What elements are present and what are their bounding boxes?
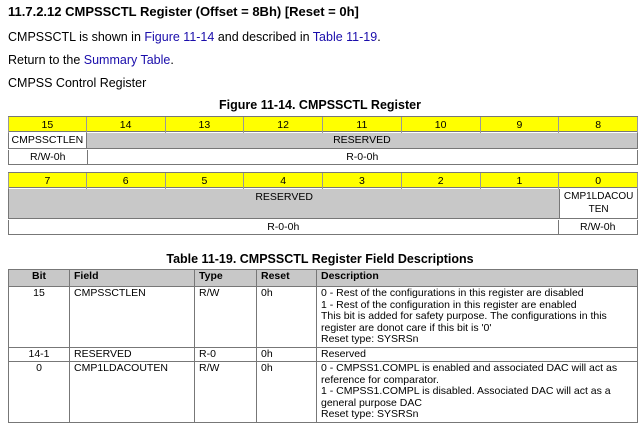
return-prefix: Return to the <box>8 53 84 67</box>
description-line: Reset type: SYSRSn <box>321 333 419 345</box>
cell-description <box>317 347 638 362</box>
cell-type: R/W <box>195 287 257 348</box>
cell-bit: 15 <box>9 287 70 348</box>
lower-access-row <box>8 220 638 235</box>
bit-number: 3 <box>323 173 402 189</box>
upper-access-row <box>8 150 638 165</box>
bit-number: 12 <box>244 117 323 133</box>
bit-number: 7 <box>8 173 87 189</box>
bit-number: 10 <box>402 117 481 133</box>
field-cmpssctlen: CMPSSCTLEN <box>8 133 87 148</box>
table-link[interactable]: Table 11-19 <box>312 30 378 44</box>
cell-field: CMP1LDACOUTEN <box>70 362 195 423</box>
intro-paragraph <box>8 30 381 44</box>
description-line: 0 - Rest of the configurations in this register are disabled <box>321 287 584 299</box>
header-bit: Bit <box>9 270 70 287</box>
return-paragraph <box>8 53 174 67</box>
upper-bit-numbers <box>8 116 638 132</box>
bit-number: 5 <box>166 173 245 189</box>
cell-reset: 0h <box>257 287 317 348</box>
header-reset: Reset <box>257 270 317 287</box>
table-row <box>9 287 638 348</box>
cell-description <box>317 287 638 348</box>
cell-type: R-0 <box>195 347 257 362</box>
lower-bit-numbers <box>8 172 638 188</box>
field-description-table <box>8 269 638 423</box>
header-type: Type <box>195 270 257 287</box>
cell-field: RESERVED <box>70 347 195 362</box>
cell-field: CMPSSCTLEN <box>70 287 195 348</box>
field-reserved-upper: RESERVED <box>87 133 638 148</box>
table-row <box>9 362 638 423</box>
field-reserved-lower: RESERVED <box>8 189 559 218</box>
bit-number: 15 <box>8 117 87 133</box>
intro-prefix: CMPSSCTL is shown in <box>8 30 145 44</box>
bit-number: 13 <box>166 117 245 133</box>
bit-number: 9 <box>481 117 560 133</box>
description-line: This bit is added for safety purpose. The configurations in this register are donot care if this bit is '0' <box>321 310 607 334</box>
register-description: CMPSS Control Register <box>8 76 147 90</box>
cell-reset: 0h <box>257 347 317 362</box>
access-reserved-lower: R-0-0h <box>9 220 559 235</box>
field-cmp1ldacouten: CMP1LDACOU TEN <box>559 189 638 218</box>
description-line: Reset type: SYSRSn <box>321 408 419 420</box>
table-title: Table 11-19. CMPSSCTL Register Field Descriptions <box>166 252 474 266</box>
bit-number: 0 <box>559 173 638 189</box>
access-cmp1ldacouten: R/W-0h <box>580 221 616 233</box>
figure-link[interactable]: Figure 11-14 <box>144 30 215 44</box>
cell-bit: 0 <box>9 362 70 423</box>
table-header-row <box>9 270 638 287</box>
cell-type: R/W <box>195 362 257 423</box>
table-row <box>9 347 638 362</box>
section-heading: 11.7.2.12 CMPSSCTL Register (Offset = 8Bh) [Reset = 0h] <box>8 4 359 19</box>
return-suffix: . <box>170 53 174 67</box>
bit-number: 1 <box>481 173 560 189</box>
bit-number: 14 <box>87 117 166 133</box>
cell-description <box>317 362 638 423</box>
access-reserved-upper: R-0-0h <box>346 151 379 163</box>
bit-number: 6 <box>87 173 166 189</box>
header-field: Field <box>70 270 195 287</box>
figure-title: Figure 11-14. CMPSSCTL Register <box>219 98 421 112</box>
intro-middle: and described in <box>214 30 313 44</box>
intro-suffix: . <box>377 30 381 44</box>
access-cmpssctlen: R/W-0h <box>9 150 88 165</box>
bit-number: 8 <box>559 117 638 133</box>
cell-reset: 0h <box>257 362 317 423</box>
summary-table-link[interactable]: Summary Table <box>83 53 171 67</box>
description-line: 0 - CMPSS1.COMPL is enabled and associated DAC will act as reference for comparator. <box>321 362 618 386</box>
bit-number: 11 <box>323 117 402 133</box>
cell-bit: 14-1 <box>9 347 70 362</box>
upper-field-row <box>8 133 638 149</box>
bit-number: 2 <box>402 173 481 189</box>
header-description: Description <box>317 270 638 287</box>
description-line: Reserved <box>321 347 366 360</box>
description-line: 1 - Rest of the configuration in this register are enabled <box>321 298 577 311</box>
lower-field-row <box>8 189 638 219</box>
description-line: 1 - CMPSS1.COMPL is disabled. Associated DAC will act as a general purpose DAC <box>321 385 611 409</box>
bit-number: 4 <box>244 173 323 189</box>
